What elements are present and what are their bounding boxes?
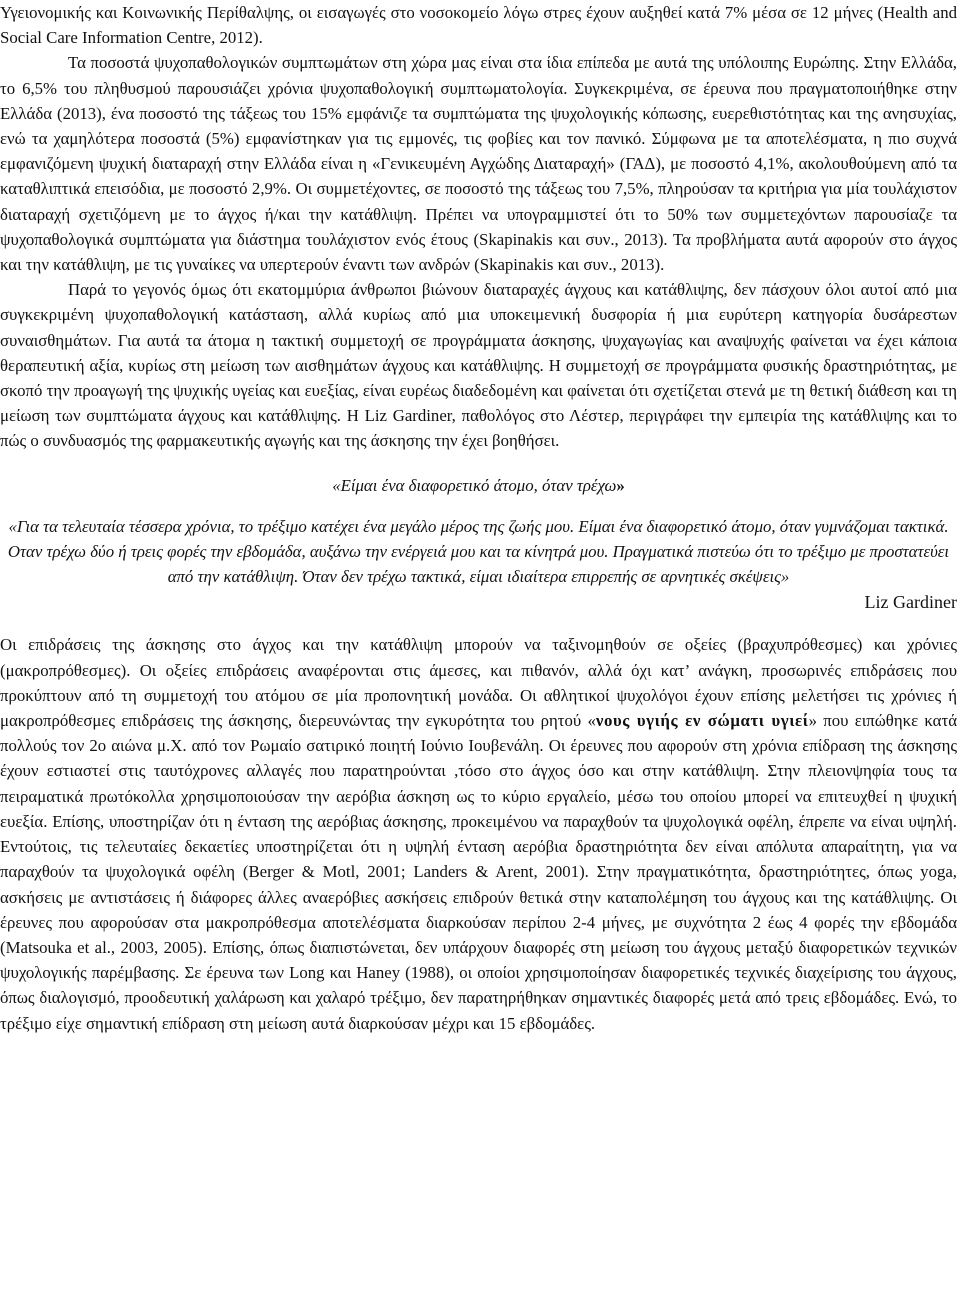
- quote-heading: [0, 473, 957, 498]
- testimonial-quote: «Για τα τελευταία τέσσερα χρόνια, το τρέξιμο κατέχει ένα μεγάλο μέρος της ζωής μου. Είμαι ένα διαφορετικό άτομο, όταν γυμνάζομαι τακτικά. Οταν τρέχω δύο ή τρεις φορές την εβδομάδα, αυξάνω την ενέργειά μου και τα κίνητρά μου. Πραγματικά πιστεύω ότι το τρέξιμο με προστατεύει από την κατάθλιψη. Όταν δεν τρέχω τακτικά, είμαι ιδιαίτερα επιρρεπής σε αρνητικές σκέψεις»: [7, 516, 950, 587]
- paragraph-acute-chronic-effects: [0, 632, 957, 1035]
- quote-heading-text: «Είμαι ένα διαφορετικό άτομο, όταν τρέχω: [332, 475, 617, 495]
- paragraph-greece-statistics: Τα ποσοστά ψυχοπαθολογικών συμπτωμάτων στη χώρα μας είναι στα ίδια επίπεδα με αυτά της υπόλοιπης Ευρώπης. Στην Ελλάδα, το 6,5% του πληθυσμού παρουσιάζει χρόνια ψυχοπαθολογική συμπτωματολογία. Συγκεκριμένα, σε έρευνα που πραγματοποιήθηκε στην Ελλάδα (2013), ένα ποσοστό της τάξεως του 15% εμφάνιζε τα συμπτώματα της ψυχολογικής κόπωσης, ευερεθιστότητας και της ανησυχίας, ενώ τα χαμηλότερα ποσοστά (5%) εμφανίστηκαν για τις εμμονές, τις φοβίες και τον πανικό. Σύμφωνα με τα αποτελέσματα, η πιο συχνά εμφανιζόμενη ψυχική διαταραχή στην Ελλάδα είναι η «Γενικευμένη Αγχώδης Διαταραχή» (ΓΑΔ), με ποσοστό 4,1%, ακολουθούμενη από τα καταθλιπτικά επεισόδια, με ποσοστό 2,9%. Οι συμμετέχοντες, σε ποσοστό της τάξεως του 7,5%, πληρούσαν τα κριτήρια για μία τουλάχιστον διαταραχή σχετιζόμενη με το άγχος ή/και την κατάθλιψη. Πρέπει να υπογραμμιστεί ότι το 50% των συμμετεχόντων παρουσίαζε τα ψυχοπαθολογικά συμπτώματα για διάστημα τουλάχιστον ενός έτους (Skapinakis και συν., 2013). Τα προβλήματα αυτά αφορούν στο άγχος και την κατάθλιψη, με τις γυναίκες να υπερτερούν έναντι των ανδρών (Skapinakis και συν., 2013).: [0, 53, 957, 275]
- quote-heading-close: »: [616, 475, 625, 495]
- latin-motto: νους υγιής εν σώματι υγιεί: [595, 711, 809, 731]
- paragraph-part-2: » που ειπώθηκε κατά πολλούς τον 2ο αιώνα μ.Χ. από τον Ρωμαίο σατιρικό ποιητή Ιούνιο Ιουβενάλη. Οι έρευνες που αφορούν στη χρόνια επίδραση της άσκησης έχουν εστιαστεί στις ταυτόχρονες αλλαγές που παρατηρούνται ,τόσο στο άγχος όσο και στην κατάθλιψη. Στην πλειονψηφία τους τα πειραματικά πρωτόκολλα χρησιμοποιούσαν την αερόβια άσκηση ως το κύριο εργαλείο, μέσω του οποίου μπορεί να επιτευχθεί η ψυχική ευεξία. Επίσης, υποστηρίζαν ότι η ένταση της αερόβιας άσκησης, προκειμένου να παραχθούν τα ψυχολογικά οφέλη, έπρεπε να είναι υψηλή. Εντούτοις, τις τελευταίες δεκαετίες υποστηρίζεται ότι η υψηλή ένταση αερόβια δραστηριότητα δεν είναι απόλυτα απαραίτητη, για να παραχθούν τα ψυχολογικά οφέλη (Berger & Motl, 2001; Landers & Arent, 2001). Στην πραγματικότητα, δραστηριότητες, όπως yoga, ασκήσεις με αντιστάσεις ή διάφορες άλλες αναερόβιες ασκήσεις επιδρούν θετικά στην καταπολέμηση του άγχους και της κατάθλιψης. Οι έρευνες που αφορούσαν στα μακροπρόθεσμα αποτελέσματα διαρκούσαν περίπου 2-4 μήνες, με συχνότητα 2 έως 4 φορές την εβδομάδα (Matsouka et al., 2003, 2005). Επίσης, όπως διαπιστώνεται, δεν υπάρχουν διαφορές στη μείωση του άγχους μεταξύ διαφορετικών τεχνικών ψυχολογικής παρέμβασης. Σε έρευνα των Long και Haney (1988), οι οποίοι χρησιμοποίησαν διαφορετικές τεχνικές διαχείρισης του άγχους, όπως διαλογισμό, προοδευτική χαλάρωση και χαλαρό τρέξιμο, δεν παρατηρήθηκαν σημαντικές διαφορές μετά από τρεις εβδομάδες. Ενώ, το τρέξιμο είχε σημαντική επίδραση στη μείωση αυτά διαρκούσαν μέχρι και 15 εβδομάδες.: [0, 711, 958, 1033]
- paragraph-exercise-benefits: Παρά το γεγονός όμως ότι εκατομμύρια άνθρωποι βιώνουν διαταραχές άγχους και κατάθλιψης, δεν πάσχουν όλοι αυτοί από μια συγκεκριμένη ψυχοπαθολογική κατάσταση, αλλά κυρίως από μια υποκειμενική δυσφορία ή μια ευρύτερη κατηγορία δυσάρεστων συναισθημάτων. Για αυτά τα άτομα η τακτική συμμετοχή σε προγράμματα άσκησης, ψυχαγωγίας και αναψυχής φαίνεται να έχει κάποια θεραπευτική αξία, κυρίως στη μείωση των αισθημάτων άγχους και κατάθλιψης. Η συμμετοχή σε προγράμματα φυσικής δραστηριότητας, με σκοπό την προαγωγή της ψυχικής υγείας και ευεξίας, είναι ευρέως διαδεδομένη και φαίνεται ότι σχετίζεται στενά με τη θετική διάθεση και τη μείωση των συμπτώματα άγχους και κατάθλιψης. Η Liz Gardiner, παθολόγος στο Λέστερ, περιγράφει την εμπειρία της κατάθλιψης και το πώς ο συνδυασμός της φαρμακευτικής αγωγής και της άσκησης την έχει βοηθήσει.: [0, 280, 957, 451]
- quote-author: Liz Gardiner: [864, 592, 957, 613]
- paragraph-intro-continuation: Υγειονομικής και Κοινωνικής Περίθαλψης, οι εισαγωγές στο νοσοκομείο λόγω στρες έχουν αυξηθεί κατά 7% μέσα σε 12 μήνες (Health and Social Care Information Centre, 2012).: [0, 3, 957, 48]
- paragraph-part-1: Οι επιδράσεις της άσκησης στο άγχος και την κατάθλιψη μπορούν να ταξινομηθούν σε οξείες (βραχυπρόθεσμες) και χρόνιες (μακροπρόθεσμες). Οι οξείες επιδράσεις αναφέρονται στις άμεσες, και πιθανόν, αλλά όχι κατ’ ανάγκη, προσωρινές επιδράσεις που προκύπτουν από τη συμμετοχή του ατόμου σε μία προπονητική μονάδα. Οι αθλητικοί ψυχολόγοι έχουν επίσης μελετήσει τις χρόνιες ή μακροπρόθεσμες επιδράσεις της άσκησης, διερευνώντας την εγκυρότητα του ρητού «: [0, 635, 957, 731]
